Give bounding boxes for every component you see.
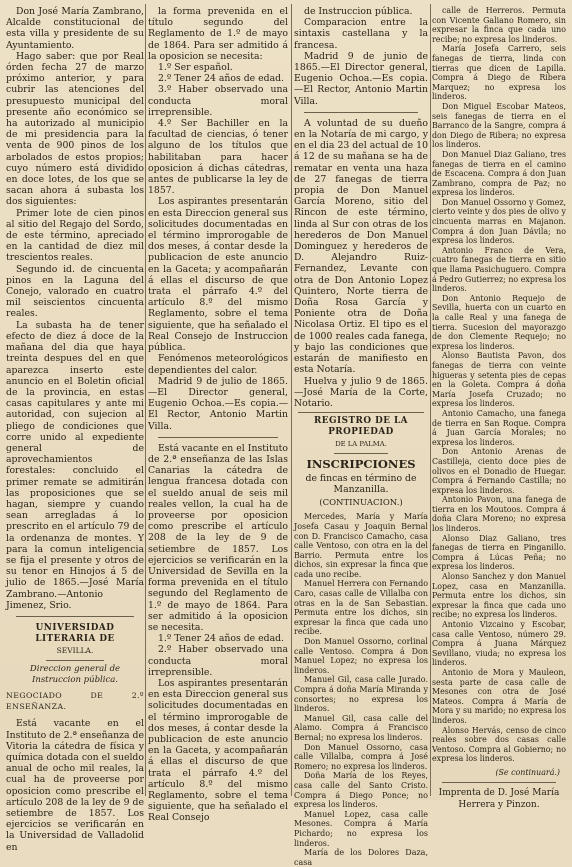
paragraph: A voluntad de su dueño en la Notaría de mi cargo, y en el dia 23 del actual de 10 á 12 de su mañana se ha de rematar en venta una haza de 27 fanegas de tierra propia de Don Manuel García Moreno, sitio del Rincon de este término, linda al Sur con otras de los herederos de Don Manuel Dominguez y herederos de D. Alejandro Ruiz-Fernandez, Levante con otra de Don Antonio Lopez Quintero, Norte tierra de Doña Rosa García y Poniente otra de Doña Nicolasa Ortiz. El tipo es el de 1000 reales cada fanega, y bajo las condiciones que estarán de manifiesto en esta Notaría.	[294, 117, 428, 376]
list-item: calle de Herreros. Permuta con Vicente Galiano Romero, sin expresar la finca que cada uno recibe; no expresa los linderos.	[432, 6, 566, 44]
list-item: 4.º Ser Bachiller en la facultad de ciencias, ó tener alguno de los títulos que habilitaban para hacer oposicion á dichas cátedras, antes de publicarse la ley de 1857.	[148, 118, 288, 197]
paragraph: Está vacante en el Instituto de 2.ª enseñanza de las Islas Canarias la cátedra de lengua francesa dotada con el sueldo anual de seis mil reales vellon, la cual ha de proveerse por oposicion como prescribe el artículo 208 de la ley de 9 de setiembre de 1857. Los ejercicios se verificarán en la Universidad de Sevilla en la forma prevenida en el título segundo del Reglamento de 1.º de mayo de 1864. Para ser admitido á la oposicion se necesita.	[148, 442, 288, 633]
list-item: 1.º Ser español.	[158, 62, 233, 74]
list-item: María Josefa Carrero, seis fanegas de tierra, linda con tierras que dicen de Lapilla. Compra á Diego de Ribera Marquez; no expresa los linderos.	[432, 44, 566, 102]
divider	[334, 453, 388, 454]
section-subheading: SEVILLA.	[56, 646, 94, 656]
paragraph: Hago saber: que por Real órden fecha 27 de marzo próximo anterior, y para cubrir las atenciones del presupuesto municipal del presente año económico se ha autorizado al municipio de mi presidencia para la venta de 900 pinos de los arbolados de estos propios; cuyo número está dividido en doce lotes, de los que se sacan ahora á subasta los dos siguientes:	[6, 50, 144, 208]
list-item: Alonso Bautista Pavon, dos fanegas de tierra con veinte higueras y setenta pies de cepas en la Goleta. Compra á doña María Josefa Cruzado; no expresa los linderos.	[432, 351, 566, 409]
list-item: Don Antonio Arenas de Castilleja, ciento doce pies de olivos en el Donadio de Huegar. Compra á Fernando Castilla; no expresa los linderos.	[432, 447, 566, 495]
list-item: Manuel Gil, casa calle del Alamo. Compra á Francisco Bernal; no expresa los linderos.	[294, 713, 428, 742]
list-item: Don Manuel Ossorno, casa calle Villalba, compra á José Romero; no expresa los linderos.	[294, 742, 428, 771]
paragraph: Don José María Zambrano, Alcalde constitucional de esta villa y presidente de su Ayuntamiento.	[6, 6, 144, 51]
section-heading: UNIVERSIDAD LITERARIA DE	[35, 622, 115, 645]
inscriptions-subtitle: de fincas en término de Manzanilla.	[305, 472, 417, 495]
section-heading: REGISTRO DE LA PROPIEDAD	[314, 416, 408, 438]
column-2	[148, 6, 288, 824]
list-item: Antonio Camacho, una fanega de tierra en San Roque. Compra á Juan García Morales; no expresa los linderos.	[432, 408, 566, 447]
list-item: 1.º Tener 24 años de edad.	[158, 633, 285, 645]
list-item: Mercedes, María y María Josefa Casau y Joaquin Bernal con D. Francisco Camacho, casa calle Ventoso, con otra en la del Barrio. Permuta entre los dichos, sin expresar la finca que cada uno recibe.	[294, 512, 428, 579]
column-4	[432, 6, 566, 810]
divider	[16, 616, 134, 617]
list-item: Antonio Pavon, una fanega de tierra en los Moutoos. Compra á doña Clara Moreno; no expresa los linderos.	[432, 495, 566, 534]
list-item: Doña María de los Reyes, casa calle del Santo Cristo. Compra á Diego Ponce; no expresa los linderos.	[294, 771, 428, 810]
column-rule	[145, 4, 146, 796]
inscriptions-title: INSCRIPCIONES	[306, 456, 416, 471]
paragraph: La subasta ha de tener efecto de diez á doce de la mañana del dia que haya treinta despues del en que aparezca inserto este anuncio en el Boletin oficial de la provincia, en estas casas capitulares y ante mi autoridad, con sujecion al pliego de condiciones que corre unido al expediente general de aprovechamientos forestales: concluido el primer remate se admitirán las proposiciones que se hagan, siempre y cuando sean arregladas á lo prescrito en el artículo 79 de la ordenanza de montes. Y para la comun inteligencia se fija el presente y otros de su tenor en Hinojos á 5 de julio de 1865.—José María Zambrano.—Antonio Jimenez, Srio.	[6, 319, 144, 611]
divider	[46, 660, 104, 661]
printer-imprint: Herrera y Pinzon.	[458, 799, 540, 810]
list-item: Alonso Sanchez y don Manuel Lopez, casa en Manzanilla. Permuta entre los dichos, sin expresar la finca que cada uno recibe; no expresa los linderos.	[432, 572, 566, 620]
paragraph: Los aspirantes presentarán en esta Direccion general sus solicitudes documentadas en el término improrogable de dos meses, á contar desde la publicacion de este anuncio en la Gaceta, y acompañarán á ellas el discurso de que trata el párrafo 4.º del artículo 8.º del mismo Reglamento, sobre el tema siguiente, que ha señalado el Real Consejo	[148, 677, 288, 824]
paragraph: Primer lote de cien pinos al sitio del Regajo del Sordo, de este término, apreciado en la cantidad de diez mil trescientos reales.	[6, 207, 144, 264]
list-item: Don Antonio Requejo de Sevilla, huerta con un cuarto en la calle Real y una fanega de tierra. Sucesion del mayorazgo de don Clemente Requejo; no expresa los linderos.	[432, 293, 566, 351]
divider	[304, 112, 418, 113]
column-3	[294, 6, 429, 867]
list-item: María de los Dolores Daza, casa	[294, 848, 428, 867]
paragraph: de Instruccion pública.	[304, 6, 413, 17]
list-item: Don Manuel Ossorno y Gomez, cierto veinte y dos pies de olivo y cincuenta marras en Majanon. Compra á don Juan Dávila; no expresa los linderos.	[432, 197, 566, 246]
list-item: Manuel Gil, casa calle Jurado. Compra á doña María Miranda y consortes; no expresa los linderos.	[294, 675, 428, 714]
list-item: 3.º Haber observado una conducta moral irreprensible.	[148, 84, 288, 118]
list-item: Don Manuel Ossorno, corlinal calle Ventoso. Compra á Don Manuel Lopez; no expresa los linderos.	[294, 637, 428, 675]
list-item: Antonio Vizcaino y Escobar, casa calle Ventoso, número 29. Compra á Juana Márquez Sevillano, viuda; no expresa los linderos.	[432, 620, 566, 668]
paragraph: Los aspirantes presentarán en esta Direccion general sus solicitudes documentadas en el término improrogable de dos meses, á contar desde la publicacion de este anuncio en la Gaceta; y acompañarán á ellas el discurso de que trata el párrafo 4.º del artículo 8.º del mismo Reglamento, sobre el tema siguiente, que ha señalado el Real Consejo de Instruccion pública.	[148, 196, 288, 354]
list-item: Antonio de Mora y Mauleon, sesta parte de casa calle de Mesones con otra de José Mateos. Compra á María de Mora y su marido; no expresa los linderos.	[432, 667, 566, 725]
paragraph: la forma prevenida en el título segundo del Reglamento de 1.º de mayo de 1864. Para ser admitido á la oposicion se necesita:	[148, 6, 288, 62]
column-1	[6, 6, 144, 853]
divider	[298, 412, 424, 413]
paragraph: Madrid 9 de julio de 1865.—El Director general, Eugenio Ochoa.—Es copia.—El Rector, Antonio Martin Villa.	[148, 375, 288, 432]
list-item: Antonio Franco de Vera, cuatro fanegas de tierra en sitio que llama Pasichuguero. Compra á Pedro Gutierrez; no expresa los linderos.	[432, 245, 566, 294]
list-item: 2.º Haber observado una conducta moral irreprensible.	[148, 644, 288, 678]
paragraph: Fenómenos meteorológicos dependientes del calor.	[148, 353, 288, 376]
list-item: Don Manuel Diaz Galiano, tres fanegas de tierra en el camino de Escacena. Compra á don Juan Zambrano, compra de Paz; no expresa los linderos.	[432, 149, 566, 198]
column-rule	[430, 4, 431, 796]
list-item: Alonso Diaz Galiano, tres fanegas de tierra en Pinganillo. Compra á Lúcas Peña; no expresa los linderos.	[432, 533, 566, 572]
divider	[158, 437, 278, 438]
paragraph: Comparacion entre la sintaxis castellana y la francesa.	[294, 17, 428, 51]
paragraph: Está vacante en el Instituto de 2.ª enseñanza de Vitoria la cátedra de física y química dotada con el sueldo anual de ocho mil reales, la cual ha de proveerse por oposicion como prescribe el artículo 208 de la ley de 9 de setiembre de 1857. Los ejercicios se verificarán en la Universidad de Valladolid en	[6, 718, 144, 853]
divider	[442, 782, 556, 783]
list-item: Don Miguel Escobar Mateos, seis fanegas de tierra en el Barranco de la Sangre, compra á don Diego de Ribera; no expresa los linderos.	[432, 101, 566, 150]
paragraph: Huelva y julio 9 de 1865.—José María de la Corte, Notario.	[294, 375, 428, 409]
section-subheading: DE LA PALMA.	[335, 439, 387, 448]
list-item: Alonso Hervás, censo de cinco reales sobre dos casas calle Ventoso. Compra al Gobierno; no expresa los linderos.	[432, 725, 566, 764]
list-item: 2.º Tener 24 años de edad.	[158, 73, 285, 85]
paragraph: Segundo id. de cincuenta pinos en la Laguna del Conejo, valorado en cuatro mil seiscientos cincuenta reales.	[6, 263, 144, 320]
column-rule	[291, 4, 292, 796]
list-item: Manuel Lopez, casa calle Mesones. Compra á María Pichardo; no expresa los linderos.	[294, 809, 428, 848]
list-item: Manuel Herrera con Fernando Caro, casas calle de Villalba con otras en la de San Sebastian. Permuta entre los dichos, sin expresar la finca que cada uno recibe.	[294, 579, 429, 637]
negotiation-label: NEGOCIADO DE 2.º ENSEÑANZA.	[6, 690, 144, 712]
continuation-label: (CONTINUACION.)	[319, 498, 403, 509]
continuation-note: (Se continuará.)	[495, 767, 560, 777]
paragraph: Madrid 9 de junio de 1865.—El Director general, Eugenio Ochoa.—Es copia.—El Rector, Antonio Martin Villa.	[294, 50, 428, 107]
printer-imprint: Imprenta de D. José María	[438, 787, 560, 798]
section-subtitle: Direccion general de Instruccion pública.	[29, 663, 121, 685]
